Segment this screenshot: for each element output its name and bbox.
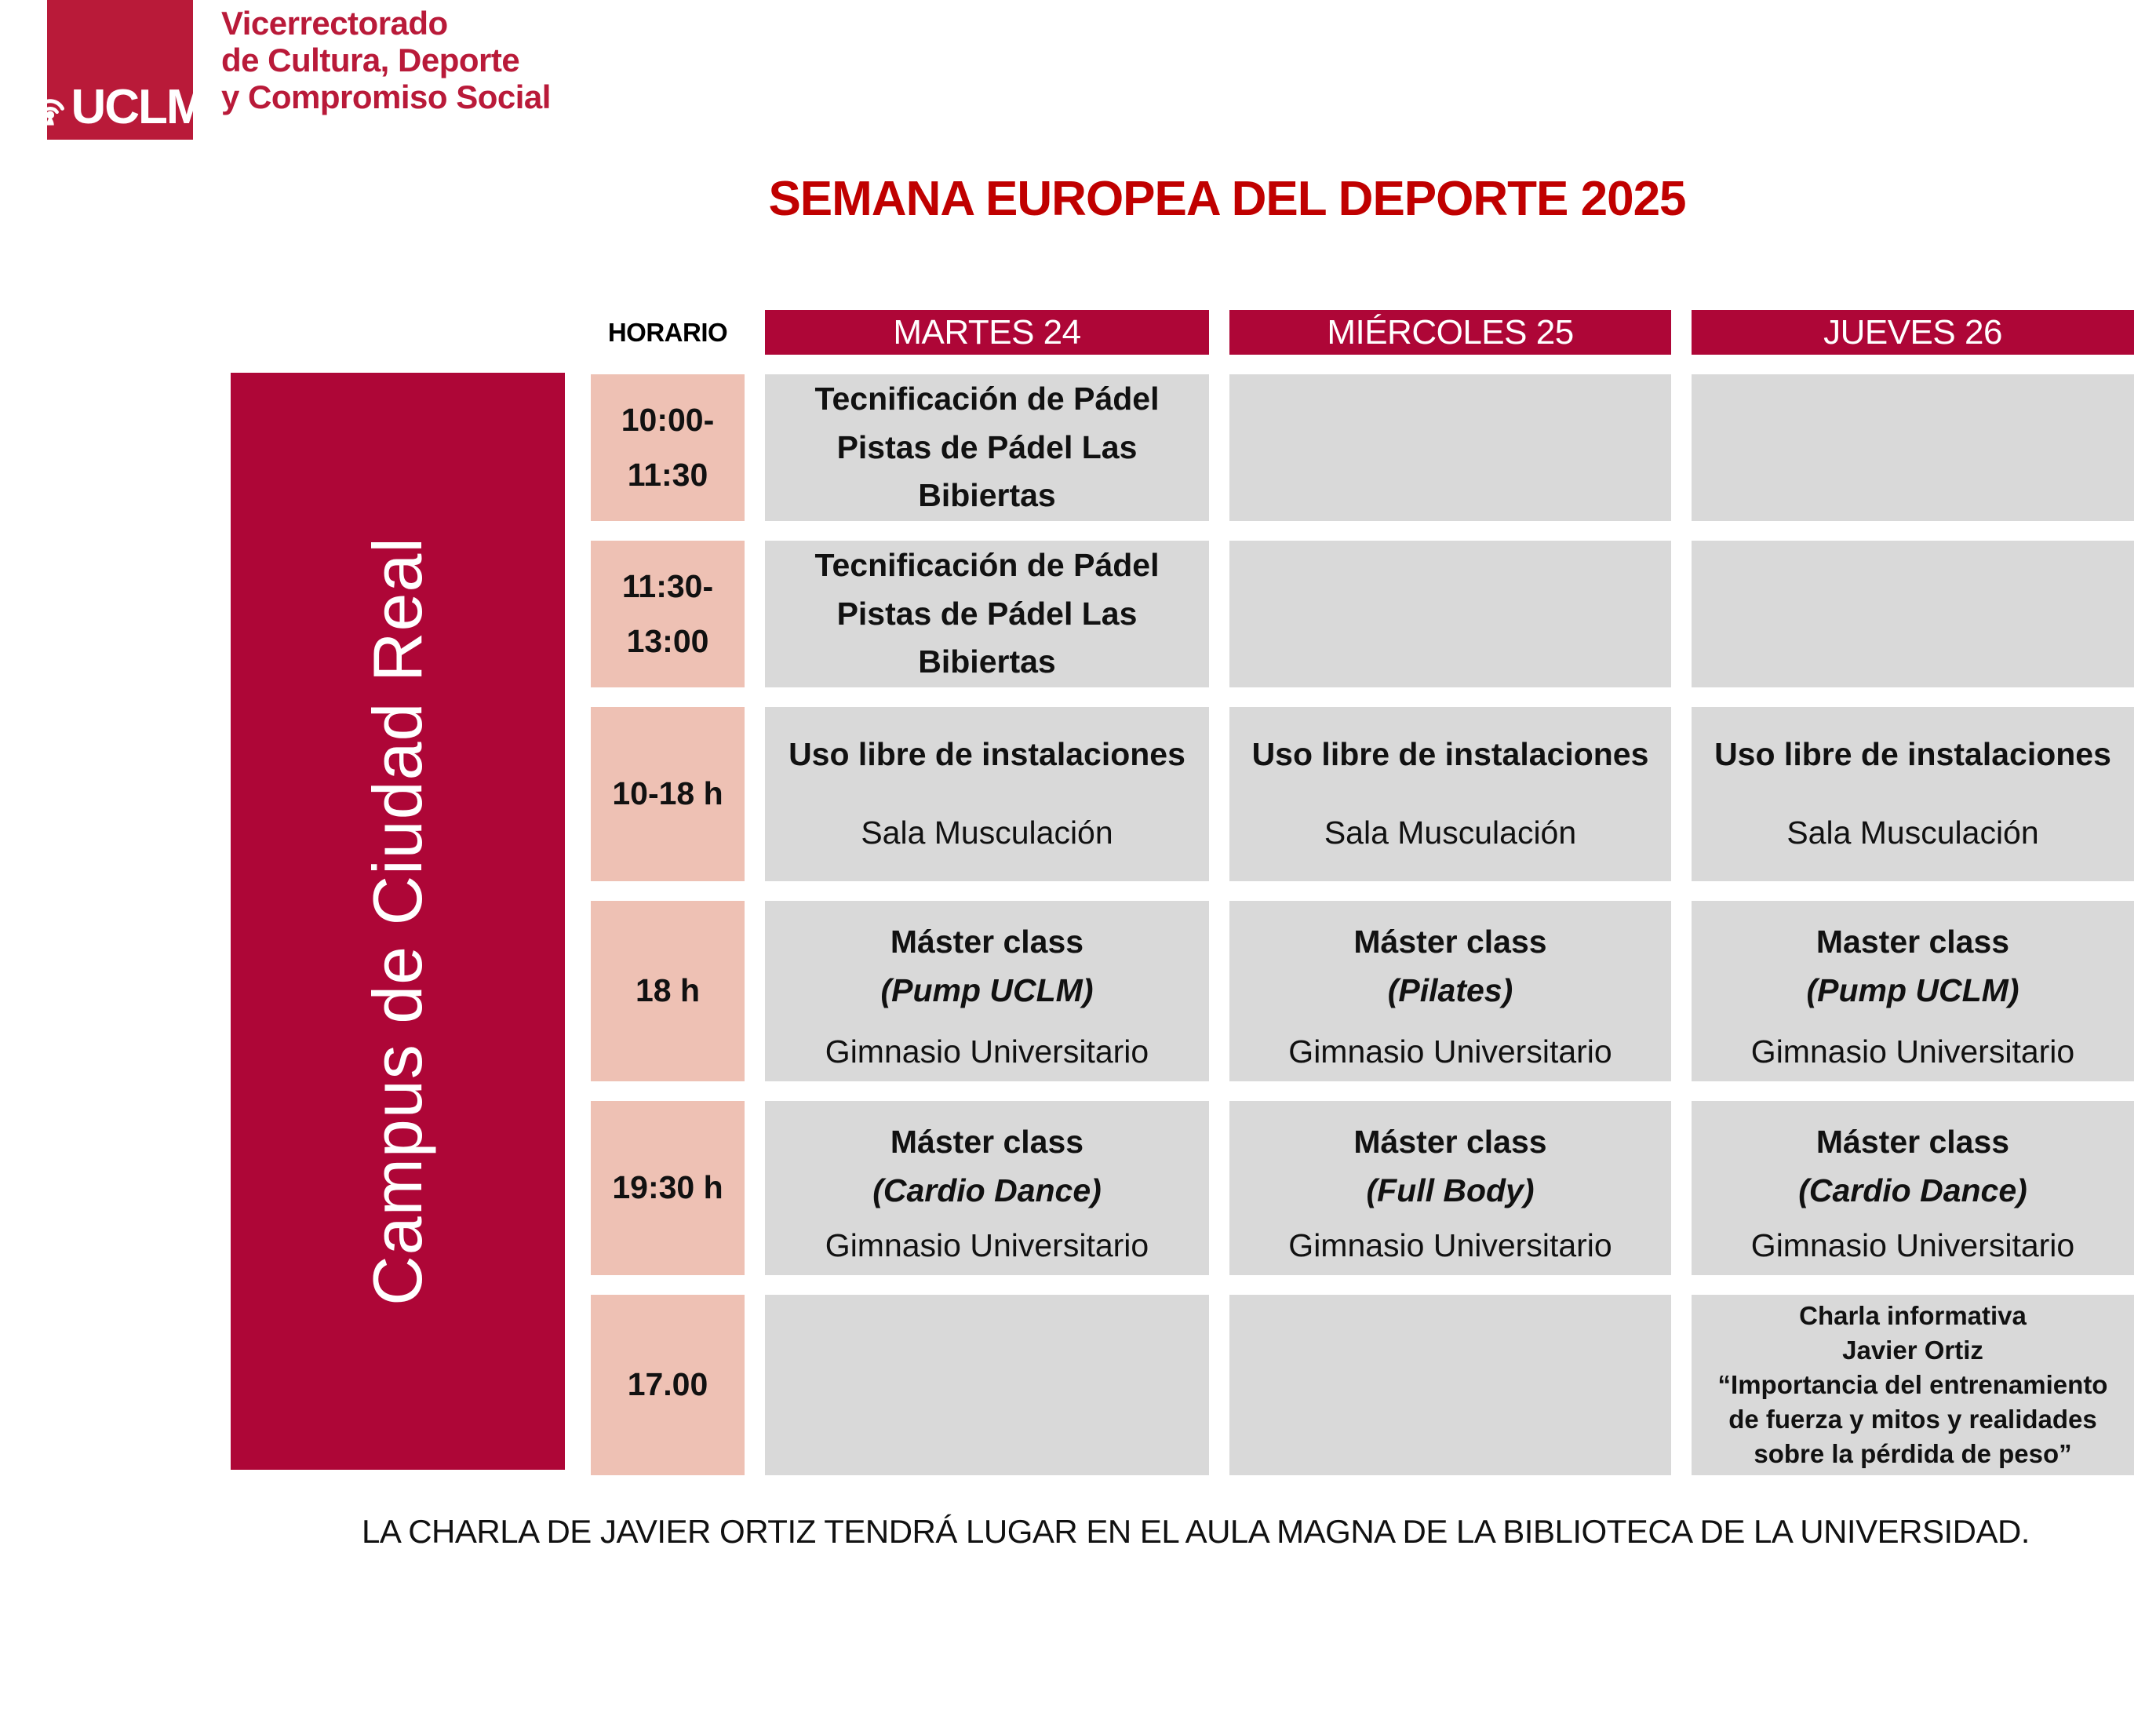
event-venue: Gimnasio Universitario <box>1288 1033 1612 1070</box>
event-venue: Pistas de Pádel Las Bibiertas <box>836 595 1138 680</box>
event-heading <box>1698 918 2128 1015</box>
event-cell-jueves-row5 <box>1692 1101 2134 1275</box>
event-cell-miercoles-row1-empty <box>1229 374 1671 521</box>
event-cell-jueves-row4 <box>1692 901 2134 1081</box>
event-title: Uso libre de instalaciones <box>788 736 1185 772</box>
event-title: Máster class <box>890 1124 1084 1160</box>
event-cell-miercoles-row4 <box>1229 901 1671 1081</box>
event-title: Máster class <box>890 924 1084 960</box>
campus-label: Campus de Ciudad Real <box>359 537 437 1306</box>
time-line: 18 h <box>635 972 701 1009</box>
event-title: Uso libre de instalaciones <box>1714 736 2111 772</box>
event-venue: Pistas de Pádel Las Bibiertas <box>836 428 1138 514</box>
class-name: (Pilates) <box>1387 971 1513 1008</box>
class-name: (Full Body) <box>1366 1172 1535 1208</box>
time-line: 11:30- <box>621 567 714 604</box>
event-cell-miercoles-row5 <box>1229 1101 1671 1275</box>
time-line: 19:30 h <box>612 1169 723 1206</box>
event-venue: Gimnasio Universitario <box>1750 1227 2075 1263</box>
event-cell-jueves-row1-empty <box>1692 374 2134 521</box>
event-cell-martes-row6-empty <box>765 1295 1209 1475</box>
charla-line: Javier Ortiz <box>1842 1336 1983 1365</box>
event-title: Máster class <box>1353 1124 1547 1160</box>
charla-line: de fuerza y mitos y realidades <box>1728 1404 2097 1434</box>
event-cell-martes-row1 <box>765 374 1209 521</box>
event-cell-jueves-row2-empty <box>1692 541 2134 687</box>
event-cell-martes-row5 <box>765 1101 1209 1275</box>
department-name <box>221 5 551 115</box>
event-heading <box>1236 918 1665 1015</box>
class-name: (Pump UCLM) <box>1806 971 2019 1008</box>
day-header-miercoles: MIÉRCOLES 25 <box>1229 310 1671 355</box>
event-title: Master class <box>1815 924 2010 960</box>
page-title: SEMANA EUROPEA DEL DEPORTE 2025 <box>768 172 1686 226</box>
time-line: 11:30 <box>627 456 708 493</box>
event-venue: Sala Musculación <box>1324 815 1577 851</box>
event-title: Tecnificación de Pádel <box>814 547 1160 584</box>
event-cell-martes-row2 <box>765 541 1209 687</box>
event-venue: Sala Musculación <box>861 815 1113 851</box>
time-cell-row1 <box>591 374 745 521</box>
time-cell-row5 <box>591 1101 745 1275</box>
event-heading <box>1698 1118 2128 1215</box>
time-cell-row3 <box>591 707 745 881</box>
charla-line: Charla informativa <box>1799 1301 2027 1331</box>
time-cell-row4 <box>591 901 745 1081</box>
event-cell-miercoles-row6-empty <box>1229 1295 1671 1475</box>
time-line: 17.00 <box>627 1366 708 1403</box>
day-header-martes: MARTES 24 <box>765 310 1209 355</box>
charla-line: sobre la pérdida de peso” <box>1754 1438 2072 1468</box>
time-line: 10:00- <box>621 401 715 438</box>
event-title: Tecnificación de Pádel <box>814 381 1160 417</box>
time-cell-row6 <box>591 1295 745 1475</box>
event-cell-martes-row3 <box>765 707 1209 881</box>
footnote: LA CHARLA DE JAVIER ORTIZ TENDRÁ LUGAR EN EL AULA MAGNA DE LA BIBLIOTECA DE LA UNIVERSIDAD. <box>362 1513 2030 1550</box>
event-venue: Sala Musculación <box>1786 815 2039 851</box>
event-heading <box>771 1118 1203 1215</box>
charla-line: “Importancia del entrenamiento <box>1717 1370 2108 1400</box>
event-venue: Gimnasio Universitario <box>1288 1227 1612 1263</box>
time-cell-row2 <box>591 541 745 687</box>
uclm-acronym: UCLM <box>71 80 206 134</box>
event-cell-miercoles-row3 <box>1229 707 1671 881</box>
event-title: Uso libre de instalaciones <box>1251 736 1649 772</box>
event-heading <box>1236 1118 1665 1215</box>
event-heading <box>771 918 1203 1015</box>
department-line: de Cultura, Deporte <box>221 42 520 79</box>
schedule-table <box>591 310 2134 1475</box>
class-name: (Pump UCLM) <box>880 971 1094 1008</box>
event-venue: Gimnasio Universitario <box>825 1033 1149 1070</box>
uclm-logo-block <box>47 0 206 140</box>
event-venue: Gimnasio Universitario <box>825 1227 1149 1263</box>
department-line: Vicerrectorado <box>221 5 448 42</box>
time-line: 10-18 h <box>612 775 723 812</box>
campus-banner <box>231 373 565 1470</box>
class-name: (Cardio Dance) <box>872 1172 1102 1208</box>
event-title: Máster class <box>1815 1124 2010 1160</box>
uclm-broadcast-icon <box>35 91 66 130</box>
event-venue: Gimnasio Universitario <box>1750 1033 2075 1070</box>
event-cell-martes-row4 <box>765 901 1209 1081</box>
event-cell-miercoles-row2-empty <box>1229 541 1671 687</box>
department-line: y Compromiso Social <box>221 78 551 116</box>
time-line: 13:00 <box>626 622 709 659</box>
class-name: (Cardio Dance) <box>1798 1172 2027 1208</box>
event-title: Máster class <box>1353 924 1547 960</box>
day-header-jueves: JUEVES 26 <box>1692 310 2134 355</box>
horario-header: HORARIO <box>607 317 728 347</box>
event-cell-jueves-row3 <box>1692 707 2134 881</box>
event-cell-jueves-row6-charla <box>1692 1295 2134 1475</box>
